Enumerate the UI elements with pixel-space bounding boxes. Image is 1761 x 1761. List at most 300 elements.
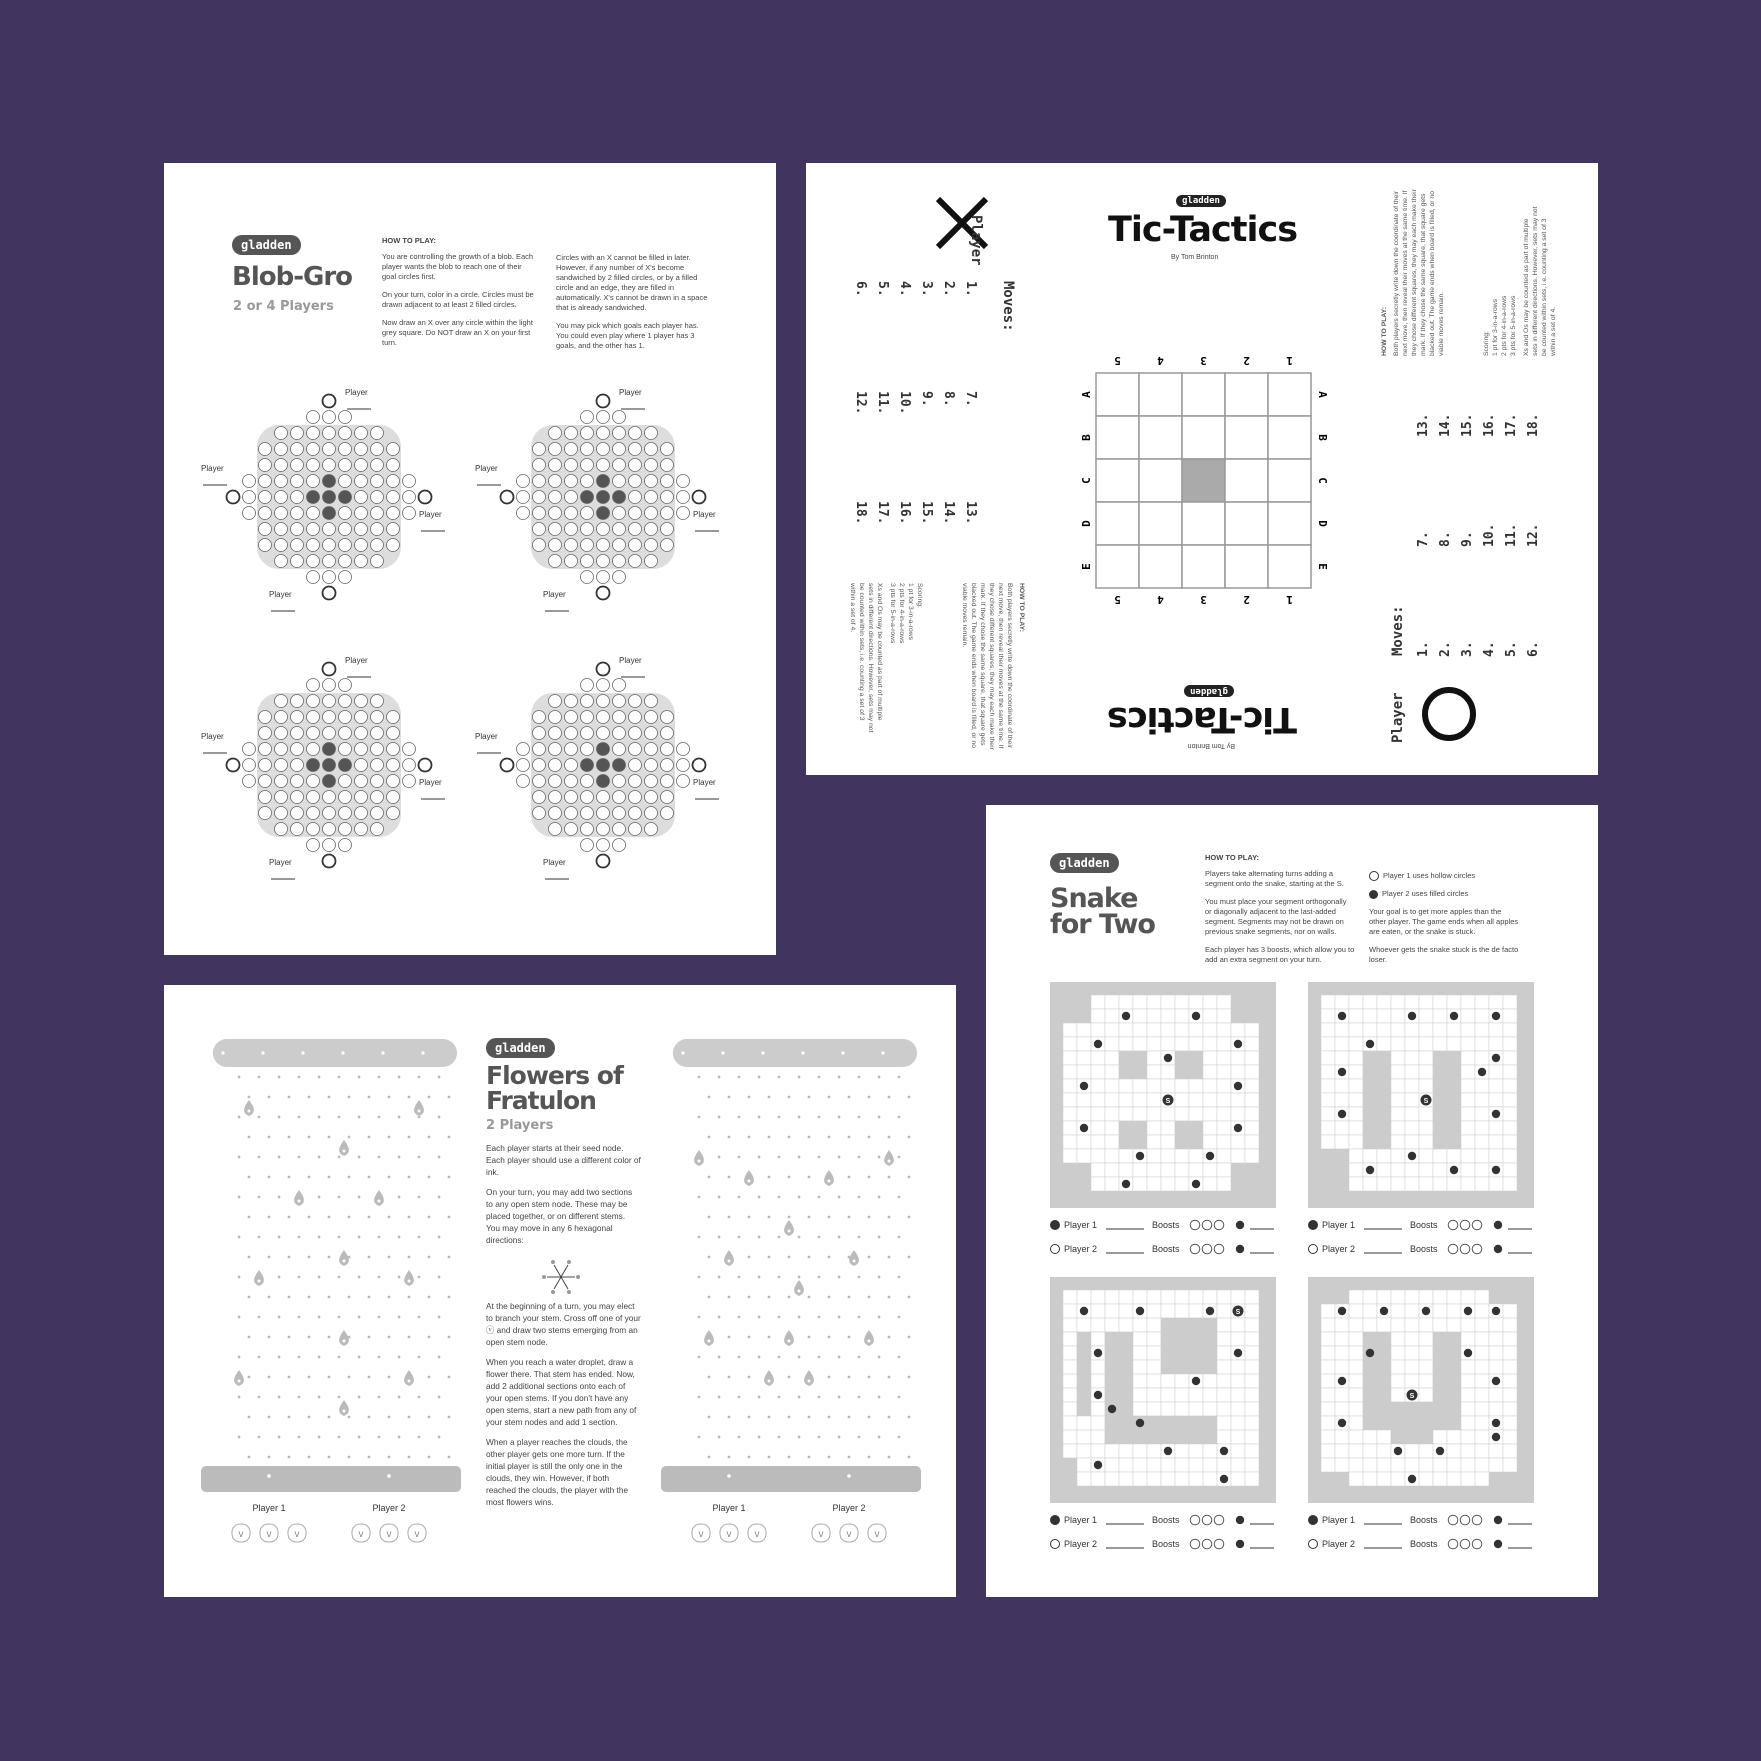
snake-cell[interactable] <box>1245 1135 1259 1149</box>
filled-circle[interactable] <box>597 475 610 488</box>
blob-circle[interactable] <box>387 791 400 804</box>
blob-circle[interactable] <box>275 507 288 520</box>
snake-cell[interactable] <box>1475 1177 1489 1191</box>
snake-cell[interactable] <box>1161 1402 1175 1416</box>
snake-cell[interactable] <box>1063 1023 1077 1037</box>
stem-node[interactable] <box>768 1416 771 1419</box>
blob-circle[interactable] <box>275 823 288 836</box>
snake-cell[interactable] <box>1419 1290 1433 1304</box>
stem-node[interactable] <box>818 1436 821 1439</box>
snake-cell[interactable] <box>1321 1388 1335 1402</box>
blob-circle[interactable] <box>307 571 320 584</box>
blob-circle[interactable] <box>291 775 304 788</box>
blob-circle[interactable] <box>355 491 368 504</box>
stem-node[interactable] <box>808 1176 811 1179</box>
blob-circle[interactable] <box>565 459 578 472</box>
stem-node[interactable] <box>708 1136 711 1139</box>
snake-cell[interactable] <box>1175 1163 1189 1177</box>
blob-circle[interactable] <box>355 555 368 568</box>
stem-node[interactable] <box>268 1136 271 1139</box>
boost-token[interactable] <box>1202 1220 1212 1230</box>
snake-cell[interactable] <box>1461 1079 1475 1093</box>
snake-cell[interactable] <box>1503 1093 1517 1107</box>
snake-cell[interactable] <box>1147 1135 1161 1149</box>
blob-circle[interactable] <box>291 491 304 504</box>
snake-cell[interactable] <box>1245 1388 1259 1402</box>
blob-circle[interactable] <box>371 775 384 788</box>
move-slot[interactable]: 16. <box>1482 413 1497 437</box>
blob-circle[interactable] <box>387 459 400 472</box>
snake-cell[interactable] <box>1349 1458 1363 1472</box>
stem-node[interactable] <box>418 1196 421 1199</box>
boost-token[interactable] <box>1214 1220 1224 1230</box>
move-slot[interactable]: 4. <box>897 281 912 297</box>
snake-cell[interactable] <box>1321 1402 1335 1416</box>
drop-node[interactable] <box>788 1230 791 1233</box>
snake-cell[interactable] <box>1147 1290 1161 1304</box>
snake-cell[interactable] <box>1119 1023 1133 1037</box>
snake-cell[interactable] <box>1419 1472 1433 1486</box>
snake-cell[interactable] <box>1321 1135 1335 1149</box>
stem-node[interactable] <box>408 1296 411 1299</box>
blob-circle[interactable] <box>355 539 368 552</box>
blob-circle[interactable] <box>291 539 304 552</box>
blob-circle[interactable] <box>645 539 658 552</box>
blob-circle[interactable] <box>629 427 642 440</box>
stem-node[interactable] <box>868 1136 871 1139</box>
board-cell[interactable] <box>1096 545 1139 588</box>
snake-cell[interactable] <box>1063 1065 1077 1079</box>
boost-token[interactable] <box>1448 1539 1458 1549</box>
stem-node[interactable] <box>878 1356 881 1359</box>
stem-node[interactable] <box>808 1416 811 1419</box>
snake-cell[interactable] <box>1363 995 1377 1009</box>
snake-cell[interactable] <box>1189 1107 1203 1121</box>
snake-cell[interactable] <box>1119 1079 1133 1093</box>
blob-board[interactable] <box>201 656 454 896</box>
stem-node[interactable] <box>368 1296 371 1299</box>
snake-cell[interactable] <box>1503 1318 1517 1332</box>
snake-cell[interactable] <box>1461 1163 1475 1177</box>
stem-node[interactable] <box>418 1276 421 1279</box>
goal-circle[interactable] <box>323 855 336 868</box>
snake-cell[interactable] <box>1147 1177 1161 1191</box>
snake-cell[interactable] <box>1231 1444 1245 1458</box>
stem-node[interactable] <box>878 1276 881 1279</box>
snake-cell[interactable] <box>1161 1009 1175 1023</box>
stem-node[interactable] <box>308 1296 311 1299</box>
snake-cell[interactable] <box>1147 1023 1161 1037</box>
blob-circle[interactable] <box>533 443 546 456</box>
move-slot[interactable]: 11. <box>1504 523 1519 547</box>
boost-token[interactable] <box>1472 1515 1482 1525</box>
board-cell[interactable] <box>1182 416 1225 459</box>
stem-node[interactable] <box>758 1076 761 1079</box>
snake-cell[interactable] <box>1105 1079 1119 1093</box>
goal-circle[interactable] <box>323 587 336 600</box>
snake-cell[interactable] <box>1391 1472 1405 1486</box>
stem-node[interactable] <box>368 1456 371 1459</box>
blob-circle[interactable] <box>275 475 288 488</box>
snake-cell[interactable] <box>1063 1290 1077 1304</box>
stem-node[interactable] <box>858 1236 861 1239</box>
snake-cell[interactable] <box>1391 995 1405 1009</box>
snake-cell[interactable] <box>1363 1318 1377 1332</box>
filled-circle[interactable] <box>597 507 610 520</box>
blob-circle[interactable] <box>355 507 368 520</box>
snake-cell[interactable] <box>1245 1093 1259 1107</box>
stem-node[interactable] <box>308 1416 311 1419</box>
blob-circle[interactable] <box>517 759 530 772</box>
snake-cell[interactable] <box>1321 1051 1335 1065</box>
stem-node[interactable] <box>808 1136 811 1139</box>
snake-cell[interactable] <box>1503 1051 1517 1065</box>
stem-node[interactable] <box>448 1416 451 1419</box>
stem-node[interactable] <box>908 1416 911 1419</box>
stem-node[interactable] <box>378 1116 381 1119</box>
snake-cell[interactable] <box>1161 1121 1175 1135</box>
stem-node[interactable] <box>758 1156 761 1159</box>
snake-cell[interactable] <box>1203 1121 1217 1135</box>
blob-circle[interactable] <box>355 791 368 804</box>
move-slot[interactable]: 10. <box>897 391 912 415</box>
stem-node[interactable] <box>338 1156 341 1159</box>
stem-node[interactable] <box>808 1096 811 1099</box>
snake-cell[interactable] <box>1175 1009 1189 1023</box>
stem-node[interactable] <box>848 1136 851 1139</box>
blob-circle[interactable] <box>629 743 642 756</box>
stem-node[interactable] <box>248 1096 251 1099</box>
blob-circle[interactable] <box>323 807 336 820</box>
stem-node[interactable] <box>698 1236 701 1239</box>
stem-node[interactable] <box>848 1296 851 1299</box>
blob-circle[interactable] <box>307 539 320 552</box>
snake-cell[interactable] <box>1091 1177 1105 1191</box>
move-slot[interactable]: 8. <box>941 391 956 407</box>
stem-node[interactable] <box>388 1456 391 1459</box>
stem-node[interactable] <box>278 1396 281 1399</box>
blob-circle[interactable] <box>581 555 594 568</box>
snake-cell[interactable] <box>1217 1318 1231 1332</box>
stem-node[interactable] <box>698 1076 701 1079</box>
move-slot[interactable]: 5. <box>875 281 890 297</box>
snake-cell[interactable] <box>1063 1304 1077 1318</box>
blob-circle[interactable] <box>629 775 642 788</box>
snake-cell[interactable] <box>1447 1290 1461 1304</box>
stem-node[interactable] <box>728 1376 731 1379</box>
snake-cell[interactable] <box>1335 995 1349 1009</box>
snake-cell[interactable] <box>1091 1444 1105 1458</box>
snake-cell[interactable] <box>1077 1149 1091 1163</box>
snake-cell[interactable] <box>1105 1009 1119 1023</box>
snake-cell[interactable] <box>1419 1135 1433 1149</box>
blob-circle[interactable] <box>549 727 562 740</box>
snake-cell[interactable] <box>1231 1318 1245 1332</box>
snake-cell[interactable] <box>1503 1360 1517 1374</box>
stem-node[interactable] <box>298 1276 301 1279</box>
stem-node[interactable] <box>788 1216 791 1219</box>
blob-circle[interactable] <box>613 775 626 788</box>
stem-node[interactable] <box>388 1176 391 1179</box>
blob-circle[interactable] <box>307 839 320 852</box>
filled-circle[interactable] <box>323 475 336 488</box>
stem-node[interactable] <box>408 1256 411 1259</box>
stem-node[interactable] <box>448 1256 451 1259</box>
blob-circle[interactable] <box>403 491 416 504</box>
snake-cell[interactable] <box>1203 1388 1217 1402</box>
blob-circle[interactable] <box>581 571 594 584</box>
blob-circle[interactable] <box>549 807 562 820</box>
stem-node[interactable] <box>708 1456 711 1459</box>
snake-cell[interactable] <box>1405 1290 1419 1304</box>
blob-circle[interactable] <box>565 759 578 772</box>
board-cell[interactable] <box>1268 545 1311 588</box>
snake-cell[interactable] <box>1405 1037 1419 1051</box>
snake-cell[interactable] <box>1189 1149 1203 1163</box>
snake-cell[interactable] <box>1133 1177 1147 1191</box>
drop-node[interactable] <box>698 1160 701 1163</box>
stem-node[interactable] <box>788 1096 791 1099</box>
snake-cell[interactable] <box>1405 1065 1419 1079</box>
stem-node[interactable] <box>908 1176 911 1179</box>
snake-cell[interactable] <box>1133 1290 1147 1304</box>
snake-cell[interactable] <box>1461 1093 1475 1107</box>
stem-node[interactable] <box>298 1236 301 1239</box>
goal-circle[interactable] <box>419 491 432 504</box>
snake-cell[interactable] <box>1503 1121 1517 1135</box>
snake-cell[interactable] <box>1349 1163 1363 1177</box>
snake-cell[interactable] <box>1189 1163 1203 1177</box>
snake-cell[interactable] <box>1475 1374 1489 1388</box>
blob-circle[interactable] <box>533 743 546 756</box>
blob-circle[interactable] <box>613 743 626 756</box>
snake-cell[interactable] <box>1175 1458 1189 1472</box>
stem-node[interactable] <box>748 1136 751 1139</box>
snake-cell[interactable] <box>1321 1079 1335 1093</box>
stem-node[interactable] <box>268 1336 271 1339</box>
blob-circle[interactable] <box>371 759 384 772</box>
snake-cell[interactable] <box>1405 1051 1419 1065</box>
snake-cell[interactable] <box>1119 1037 1133 1051</box>
stem-node[interactable] <box>318 1156 321 1159</box>
snake-cell[interactable] <box>1461 1402 1475 1416</box>
snake-cell[interactable] <box>1363 1023 1377 1037</box>
blob-circle[interactable] <box>597 523 610 536</box>
stem-node[interactable] <box>428 1216 431 1219</box>
blob-circle[interactable] <box>387 443 400 456</box>
blob-circle[interactable] <box>597 411 610 424</box>
drop-node[interactable] <box>828 1180 831 1183</box>
blob-circle[interactable] <box>629 523 642 536</box>
snake-cell[interactable] <box>1245 1079 1259 1093</box>
snake-cell[interactable] <box>1363 1304 1377 1318</box>
blob-circle[interactable] <box>565 475 578 488</box>
snake-cell[interactable] <box>1217 1051 1231 1065</box>
snake-cell[interactable] <box>1335 1360 1349 1374</box>
move-slot[interactable]: 1. <box>1416 641 1431 657</box>
stem-node[interactable] <box>808 1296 811 1299</box>
blob-circle[interactable] <box>629 539 642 552</box>
stem-node[interactable] <box>888 1176 891 1179</box>
snake-cell[interactable] <box>1147 1318 1161 1332</box>
snake-cell[interactable] <box>1133 995 1147 1009</box>
stem-node[interactable] <box>318 1076 321 1079</box>
stem-node[interactable] <box>728 1456 731 1459</box>
stem-node[interactable] <box>868 1096 871 1099</box>
snake-cell[interactable] <box>1349 1065 1363 1079</box>
stem-node[interactable] <box>438 1196 441 1199</box>
snake-cell[interactable] <box>1231 1472 1245 1486</box>
stem-node[interactable] <box>738 1196 741 1199</box>
snake-cell[interactable] <box>1419 1318 1433 1332</box>
blob-circle[interactable] <box>661 491 674 504</box>
blob-circle[interactable] <box>661 459 674 472</box>
stem-node[interactable] <box>398 1356 401 1359</box>
stem-node[interactable] <box>728 1096 731 1099</box>
stem-node[interactable] <box>298 1076 301 1079</box>
blob-circle[interactable] <box>259 539 272 552</box>
stem-node[interactable] <box>308 1456 311 1459</box>
snake-cell[interactable] <box>1217 1360 1231 1374</box>
snake-cell[interactable] <box>1091 1079 1105 1093</box>
snake-cell[interactable] <box>1321 1304 1335 1318</box>
blob-circle[interactable] <box>323 523 336 536</box>
drop-node[interactable] <box>343 1410 346 1413</box>
snake-cell[interactable] <box>1203 1135 1217 1149</box>
blob-circle[interactable] <box>339 727 352 740</box>
stem-node[interactable] <box>748 1296 751 1299</box>
stem-node[interactable] <box>238 1076 241 1079</box>
snake-cell[interactable] <box>1091 1135 1105 1149</box>
snake-cell[interactable] <box>1245 1458 1259 1472</box>
flowers-board-left[interactable] <box>199 1035 469 1565</box>
blob-circle[interactable] <box>677 507 690 520</box>
boost-token[interactable] <box>1448 1515 1458 1525</box>
blob-circle[interactable] <box>339 711 352 724</box>
snake-cell[interactable] <box>1175 1093 1189 1107</box>
stem-node[interactable] <box>748 1336 751 1339</box>
stem-node[interactable] <box>288 1096 291 1099</box>
blob-circle[interactable] <box>533 711 546 724</box>
snake-cell[interactable] <box>1133 1023 1147 1037</box>
snake-board[interactable] <box>1050 1277 1282 1557</box>
stem-node[interactable] <box>288 1456 291 1459</box>
blob-circle[interactable] <box>613 539 626 552</box>
stem-node[interactable] <box>858 1076 861 1079</box>
snake-cell[interactable] <box>1245 1304 1259 1318</box>
stem-node[interactable] <box>848 1216 851 1219</box>
snake-cell[interactable] <box>1335 1121 1349 1135</box>
blob-circle[interactable] <box>387 523 400 536</box>
blob-circle[interactable] <box>387 759 400 772</box>
stem-node[interactable] <box>318 1116 321 1119</box>
stem-node[interactable] <box>348 1216 351 1219</box>
stem-node[interactable] <box>288 1216 291 1219</box>
blob-circle[interactable] <box>323 571 336 584</box>
board-cell[interactable] <box>1225 545 1268 588</box>
snake-cell[interactable] <box>1363 1177 1377 1191</box>
blob-circle[interactable] <box>275 807 288 820</box>
snake-cell[interactable] <box>1119 1107 1133 1121</box>
snake-cell[interactable] <box>1091 1107 1105 1121</box>
snake-cell[interactable] <box>1419 1121 1433 1135</box>
blob-circle[interactable] <box>613 475 626 488</box>
blob-circle[interactable] <box>259 507 272 520</box>
snake-cell[interactable] <box>1391 1135 1405 1149</box>
blob-circle[interactable] <box>259 523 272 536</box>
snake-cell[interactable] <box>1063 1149 1077 1163</box>
snake-cell[interactable] <box>1349 1430 1363 1444</box>
drop-node[interactable] <box>748 1180 751 1183</box>
snake-cell[interactable] <box>1447 1037 1461 1051</box>
snake-cell[interactable] <box>1321 1416 1335 1430</box>
board-cell[interactable] <box>1096 416 1139 459</box>
stem-node[interactable] <box>858 1116 861 1119</box>
stem-node[interactable] <box>418 1116 421 1119</box>
snake-cell[interactable] <box>1475 1149 1489 1163</box>
snake-cell[interactable] <box>1063 1107 1077 1121</box>
snake-cell[interactable] <box>1147 1009 1161 1023</box>
snake-cell[interactable] <box>1245 1023 1259 1037</box>
snake-cell[interactable] <box>1349 1121 1363 1135</box>
snake-cell[interactable] <box>1349 1093 1363 1107</box>
snake-cell[interactable] <box>1335 1318 1349 1332</box>
stem-node[interactable] <box>728 1336 731 1339</box>
snake-cell[interactable] <box>1217 1458 1231 1472</box>
stem-node[interactable] <box>338 1276 341 1279</box>
blob-circle[interactable] <box>629 807 642 820</box>
snake-cell[interactable] <box>1433 1290 1447 1304</box>
stem-node[interactable] <box>398 1276 401 1279</box>
snake-cell[interactable] <box>1405 1163 1419 1177</box>
stem-node[interactable] <box>718 1356 721 1359</box>
blob-circle[interactable] <box>581 427 594 440</box>
stem-node[interactable] <box>378 1396 381 1399</box>
snake-cell[interactable] <box>1433 1472 1447 1486</box>
blob-circle[interactable] <box>403 507 416 520</box>
blob-circle[interactable] <box>549 711 562 724</box>
snake-cell[interactable] <box>1433 1009 1447 1023</box>
snake-cell[interactable] <box>1189 1472 1203 1486</box>
blob-circle[interactable] <box>629 555 642 568</box>
cloud-node[interactable] <box>341 1051 344 1054</box>
stem-node[interactable] <box>738 1076 741 1079</box>
blob-circle[interactable] <box>371 507 384 520</box>
blob-circle[interactable] <box>565 743 578 756</box>
blob-circle[interactable] <box>661 711 674 724</box>
snake-cell[interactable] <box>1091 995 1105 1009</box>
blob-circle[interactable] <box>549 507 562 520</box>
stem-node[interactable] <box>418 1236 421 1239</box>
drop-node[interactable] <box>708 1340 711 1343</box>
snake-cell[interactable] <box>1189 1388 1203 1402</box>
stem-node[interactable] <box>378 1236 381 1239</box>
snake-cell[interactable] <box>1503 1388 1517 1402</box>
boost-token[interactable] <box>1190 1539 1200 1549</box>
stem-node[interactable] <box>268 1216 271 1219</box>
blob-circle[interactable] <box>677 743 690 756</box>
snake-cell[interactable] <box>1335 1093 1349 1107</box>
stem-node[interactable] <box>748 1416 751 1419</box>
snake-cell[interactable] <box>1091 1416 1105 1430</box>
filled-circle[interactable] <box>597 743 610 756</box>
snake-cell[interactable] <box>1335 1346 1349 1360</box>
snake-cell[interactable] <box>1503 1079 1517 1093</box>
blob-circle[interactable] <box>275 791 288 804</box>
blob-circle[interactable] <box>307 775 320 788</box>
blob-circle[interactable] <box>339 743 352 756</box>
snake-cell[interactable] <box>1335 1332 1349 1346</box>
